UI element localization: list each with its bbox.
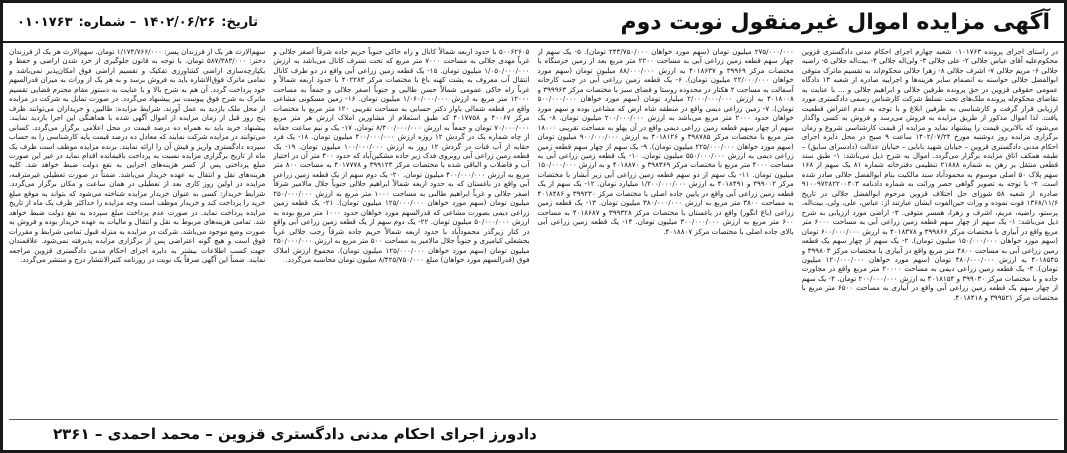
- date-value: ۱۴۰۲/۰۶/۲۶: [142, 14, 216, 30]
- notice-header: [3, 3, 1064, 43]
- column-left: [273, 47, 529, 413]
- notice-footer: [3, 421, 1064, 447]
- date-label: تاریخ:: [221, 14, 258, 30]
- column-far-left-text: سهم‌الارث هر یک از فرزندان پسر: ۱/۱۷۴/۷۶۶/۰۰۰ تومان. سهم‌الارث هر یک از فرزندان دختر: ۵۸۷/۳۸۳/۰۰۰ تومان. با توجه به قانون جلوگیری از خرد شدن اراضی و حفظ و یکپارچه‌سازی اراضی کشاورزی تفکیک و تقسیم اراضی فوق امکان‌پذیر نمی‌باشد و تمامی ماترک فوق‌الاشاره باید به فروش برسد و به هر یک از وراث به میزان قدرالسهم خود پرداخت گردد. آن هم به شرح بالا و با عنایت به دستور مقام محترم قضایی تقسیم ماترک به شرح فوق پیوست نیز پیشنهاد می‌گردد. در صورت تمایل به شرکت در مزایده از محل ملک بازدید به عمل آورند. شرایط مزایده: طالبین و خریداران می‌توانند ظرف پنج روز قبل از زمان مزایده از اموال آگهی شده با هماهنگی این اجرا بازدید نمایند. پیشنهاد خرید باید به همراه ده درصد قیمت در محل اعلامی برگزار می‌گردد. کسانی می‌توانند در مزایده شرکت نمایند که معادل ده درصد قیمت پایه کارشناسی را به حساب سپرده دادگستری واریز و فیش آن را ارائه نمایند. برنده مزایده موظف است ظرف یک ماه از تاریخ برگزاری مزایده نسبت به پرداخت باقیمانده اقدام نماید در غیر این صورت مبلغ پرداختی پس از کسر هزینه‌های اجرایی به نفع دولت ضبط خواهد شد. کلیه هزینه‌های نقل و انتقال به عهده خریدار می‌باشد. ضمناً در صورت تعطیلی غیرمترقبه، مزایده در اولین روز کاری بعد از تعطیلی در همان ساعت و مکان برگزار می‌گردد. شرایط خریدار: کسی به عنوان خریدار مزایده شناخته می‌شود که بتواند به موقع مبلغ خرید را پرداخت کند و خریدار موظف است وجه مزایده را حداکثر ظرف یک ماه از تاریخ مزایده پرداخت نماید. در صورت عدم پرداخت مبلغ سپرده به نفع دولت ضبط خواهد شد. تمامی هزینه‌های مربوط به نقل و انتقال و مالیات به عهده خریدار بوده و فروش به صورت وضع موجود می‌باشد. شرکت در مزایده به منزله قبول تمامی شرایط و مقررات فوق است و هیچ گونه اعتراضی پس از برگزاری مزایده پذیرفته نمی‌شود. علاقمندان جهت کسب اطلاعات بیشتر به دایره اجرای احکام مدنی دادگستری قزوین مراجعه نمایند. ضمناً این آگهی صرفاً یک نوبت در روزنامه کثیرالانتشار درج و منتشر می‌گردد.: [9, 47, 266, 264]
- column-right: [802, 47, 1058, 413]
- column-far-left: [9, 47, 265, 413]
- number-value: ۰۱۰۱۷۶۳: [17, 14, 73, 30]
- column-left-text: ۵۰۰۶۲۶۰۵ با حدود اربعه شمالاً کانال و راه خاکی جنوباً حریم جاده شرقاً اصغر جلالی و غرباً مهدی جلالی به مساحت ۷۰۰۰ متر مربع که تحت تسرف کانال می‌باشد به ارزش ۱/۰۵۰/۰۰۰/۰۰۰ میلیون تومان. ۱۵- یک قطعه زمین زراعی آبی واقع در دو طرف کانال انتقال آب معروف به پشت کهنه باغ با مختصات مرکز ۴۰۲۲۸۳ با حدود اربعه شمالاً و غرباً راه خاکی عمومی شمالاً حسن طالبی و جنوباً اصغر جلالی و جمعاً به مساحت ۱۲۰۰۰ متر مربع به ارزش ۱/۰۶۰/۰۰۰/۰۰۰ میلیون تومان. ۱۶- زمین مسکونی مشاعی واقع در قطعه شمالی باوار دکتر حسابی به مساحت تقریبی ۱۲۰ متر مربع با مختصات مرکز ۴۰۰۶۷ و ۴۰۱۷۷۵۸ که طبق استعلام از مشاورین املاک ارزش هر متر مربع ۷۰/۰۰۰/۰۰۰ تومان و جمعاً به ارزش ۸/۴۰۰/۰۰۰/۰۰۰ تومان. ۱۷- یک و نیم ساعت حقابه از چاه شماره یک در گردش ۱۲ روزه ارزش ۴۰۰/۰۰۰/۰۰۰ میلیون تومان. ۱۸- یک فرد حقابه از آب قنات در گردش ۱۲ روز به ارزش ۱۰۰/۰۰۰/۰۰۰ میلیون تومان. ۱۹- یک قطعه زمین زراعی آبی روبروی فدک زیر جاده مشکین‌آباد که حدود ۴۰۰ متر آن در اختیار آب و فاضلاب و الباقی شده با مختصات مرکز ۳۹۹۱۲۳ و ۴۰۱۷۷۷۸ به مساحت ۸۰۰ متر مربع به ارزش ۴۰۰/۰۰۰/۰۰۰ میلیون تومان. ۲۰- یک دوم سهم از یک قطعه زمین زراعی آبی واقع در باغستان که به حدود اربعه شمالاً ابراهیم جلالی جنوباً جلال مالامیر شرقاً اصغر جلالی و غرباً ابراهیم طالبی به مساحت ۱۰۰۰ متر مربع به ارزش ۲۵۰/۰۰۰/۰۰۰ میلیون تومان (سهم مورد خواهان ۱۲۵/۰۰۰/۰۰۰ میلیون تومان). ۲۱- یک قطعه زمین زراعی دیمی بصورت مشاعی که قدرالسهم مورد خواهان حدود ۱۰۰۰ متر مربع بوده به ارزش ۵۰/۰۰۰/۰۰۰ میلیون تومان. ۲۲- یک دوم سهم از یک قطعه زمین زراعی آبی واقع در کنار زیرگذر محمودآباد با حدود اربعه شمالاً حریم جاده شرقاً رجب جلالی غرباً بخشعلی کیامیری و جنوباً جلال مالامیر به مساحت ۵۰۰ متر مربع به ارزش ۲۵۰/۰۰۰/۰۰۰ میلیون تومان (سهم مورد خواهان ۱۲۵/۰۰۰/۰۰۰ میلیون تومان). مجموع ارزش املاک فوق (قدرالسهم مورد خواهان) مبلغ ۸/۴۲۵/۷۵۰/۰۰۰ میلیون تومان محاسبه می‌گردد.: [273, 47, 530, 264]
- number-label: – شماره:: [78, 14, 137, 30]
- column-middle: [538, 47, 794, 413]
- notice-body: [3, 43, 1064, 413]
- date-number-line: [17, 15, 258, 30]
- footer-divider: [9, 419, 1058, 420]
- notice-title: آگهی مزایده اموال غیرمنقول نوبت دوم: [620, 9, 1050, 35]
- column-right-text: در راستای اجرای پرونده ۰۱۰۱۷۶۳ شعبه چهارم اجرای احکام مدنی دادگستری قزوین محکوم‌علیه آقای عباس جلالی ۲- علی جلالی ۳- ولی‌اله جلالی ۴- بیت‌اله جلالی ۵- راضیه جلالی ۶- مریم جلالی ۷- اشرف جلالی ۸- زهرا جلالی محکوم‌اند به تقسیم ماترک متوفی ابوالفضل جلالی خواسته به انضمام سایر هزینه‌ها و اجراییه صادره از شعبه ۱۳ دادگاه عمومی حقوقی قزوین در حق پرونده طرفین جلالی و ابراهیم جلالی و ... با عنایت به تقاضای محکوم‌له پرونده ملک‌های تحت تسلط شرکت کارشناس رسمی دادگستری مورد ارزیابی قرار گرفت و کارشناسی به طرفین ابلاغ و با توجه به عدم اعتراض قطعیت یافت. لذا اموال مذکور از طریق مزایده به فروش می‌رسد و فروش به کسی واگذار می‌شود که بالاترین قیمت را پیشنهاد نماید و مزایده از قیمت کارشناسی شروع و زمان برگزاری مزایده روز دوشنبه مورخ ۱۴۰۲/۰۷/۲۴ ساعت ۹ صبح در محل دایره اجرای احکام مدنی دادگستری قزوین – خیابان شهید بابایی – خیابان عدالت (دادسرای سابق) – طبقه همکف اتاق مزایده برگزار می‌گردد. اموال به شرح ذیل می‌باشد: ۱- طبق سند قطعی منتقل بر رهن به شماره ۲۱۸۸۸ تنظیمی دفترخانه شماره ۸۱ یک سهم از ۱۶۸ سهم پلاک ۵۰ اصلی موسوم به محمودآباد سند مالکیت بنام ابوالفضل جلالی صادر شده است. ۲- با توجه به تصویر گواهی حصر وراثت به شماره دادنامه ۹۱۰۰۹۷۲۸۲۲۰۰۳۰۳ صادره از شعبه ۵۸ شورای حل اختلاف قزوین مرحوم ابوالفضل جلالی در تاریخ ۱۳۶۸/۱۱/۶ فوت نموده و وراث حین‌الفوت ایشان عبارتند از: عباس، علی، ولی، بیت‌اله، پرستو، راضیه، مریم، اشرف و زهرا، همسر متوفی. ۳- اراضی مورد ارزیابی به شرح ذیل می‌باشد: ۱- یک سهم از چهار سهم قطعه زمین زراعی آبی به مساحت ۶۰۰۰ متر مربع واقع در آبیاری با مختصات مرکز ۳۹۹۸۶۶ و ۴۰۱۸۳۷۸ به ارزش ۶۰۰/۰۰۰/۰۰۰ تومان (سهم مورد خواهان ۱۵۰/۰۰۰/۰۰۰ میلیون تومان). ۲- یک سهم از چهار سهم یک قطعه زمین زراعی آبی به مساحت ۴۸۰۰ متر مربع واقع در آبیاری با مختصات مرکز ۳۹۹۸۰۳ و ۴۰۱۸۵۴۵ به ارزش ۴۸۰/۰۰۰/۰۰۰ تومان (سهم مورد خواهان ۱۲۰/۰۰۰/۰۰۰ میلیون تومان). ۳- یک قطعه زمین زراعی دیمی به مساحت ۲۰۰۰۰ متر مربع واقع در مجاورت جاده و با مختصات مرکز ۳۹۹۰۳۰ و ۴۰۱۸۱۵۴ به ارزش ۲۰۰/۰۰۰/۰۰۰ تومان. ۴- یک سهم از چهار سهم یک قطعه زمین زراعی آبی واقع در آبیاری به مساحت ۶۵۰۰ متر مربع با مختصات مرکز ۳۹۹۵۲۱ و ۴۰۱۸۴۱۸.: [801, 47, 1058, 302]
- signature-line: دادورز اجرای احکام مدنی دادگستری قزوین – محمد احمدی – ۲۳۶۱: [53, 425, 537, 443]
- column-middle-text: ۲۷۵/۰۰۰/۰۰۰ میلیون تومان (سهم مورد خواهان ۲۴۳/۷۵۰/۰۰۰ تومان). ۵- یک سهم از چهار سهم قطعه زمین زراعی آبی به مساحت ۲۲۰۰ متر مربع بعد از زمین خرمنگاه با مختصات مرکز ۳۹۹۶۹ و ۴۰۱۸۶۳۷ به ارزش ۸۸/۰۰۰/۰۰۰ میلیون تومان (سهم مورد خواهان ۲۲/۰۰۰/۰۰۰ میلیون تومان). ۶- یک قطعه زمین زراعی آبی در جنب کارخانه آسفالت به مساحت ۲ هکتار در محدوده روستا و فضای سبز با مختصات مرکز ۳۹۹۹۶۳ و ۴۰۱۸۰۰۸ به ارزش ۲/۰۰۰/۰۰۰/۰۰۰ میلیارد تومان (سهم مورد خواهان ۵۰۰/۰۰۰/۰۰۰ تومان). ۷- زمین زراعی دیمی واقع در منطقه شاه ارض که مشاعی بوده و سهم مورد خواهان حدود ۲۰۰۰ متر مربع می‌باشد به ارزش ۲۰۰/۰۰۰/۰۰۰ میلیون تومان. ۸- یک سهم از چهار سهم قطعه زمین زراعی دیمی واقع در آن پهلو به مساحت تقریبی ۱۸۰۰۰ متر مربع با مختصات مرکز ۳۹۸۷۸۵ و ۴۰۱۸۱۲۶ به ارزش ۹۰۰/۰۰۰/۰۰۰ میلیون تومان (سهم مورد خواهان ۲۲۵/۰۰۰/۰۰۰ میلیون تومان). ۹- یک سهم از چهار سهم قطعه زمین زراعی دیمی به ارزش ۵۵۰/۰۰۰/۰۰۰ میلیون تومان. ۱۰- یک قطعه زمین زراعی آبی به مساحت ۴۰۰۰ متر مربع با مختصات مرکز ۳۹۸۳۶۹ و ۴۰۱۸۸۷۰ و به ارزش ۱۵۰/۰۰۰/۰۰۰ میلیون تومان. ۱۱- یک سهم از دو سهم قطعه زمین زراعی آبی زیر آبشار با مختصات مرکز ۳۹۹۰۰۲ و ۴۰۱۸۴۹۱ به ارزش ۱/۲۰۰/۰۰۰/۰۰۰ میلیارد تومان. ۱۲- یک سهم از یک قطعه زمین زراعی آبی واقع در پایین جاده اصلی با مختصات مرکز ۳۹۹۲۳۰ و ۴۰۱۸۴۸۶ به مساحت ۳۸۰۰ متر مربع به ارزش ۳۸۰/۰۰۰/۰۰۰ میلیون تومان. ۱۳- یک قطعه زمین زراعی (باغ انگور) واقع در باغستان با مختصات مرکز ۳۹۹۳۲۸ و ۴۰۱۸۶۸۷ به مساحت ۶۰۰ متر مربع به ارزش ۳۰۰/۰۰۰/۰۰۰ میلیون تومان. ۱۴- یک قطعه زمین زراعی آبی بالای جاده اصلی با مختصات مرکز ۴۰۱۸۸۰۷.: [537, 47, 794, 236]
